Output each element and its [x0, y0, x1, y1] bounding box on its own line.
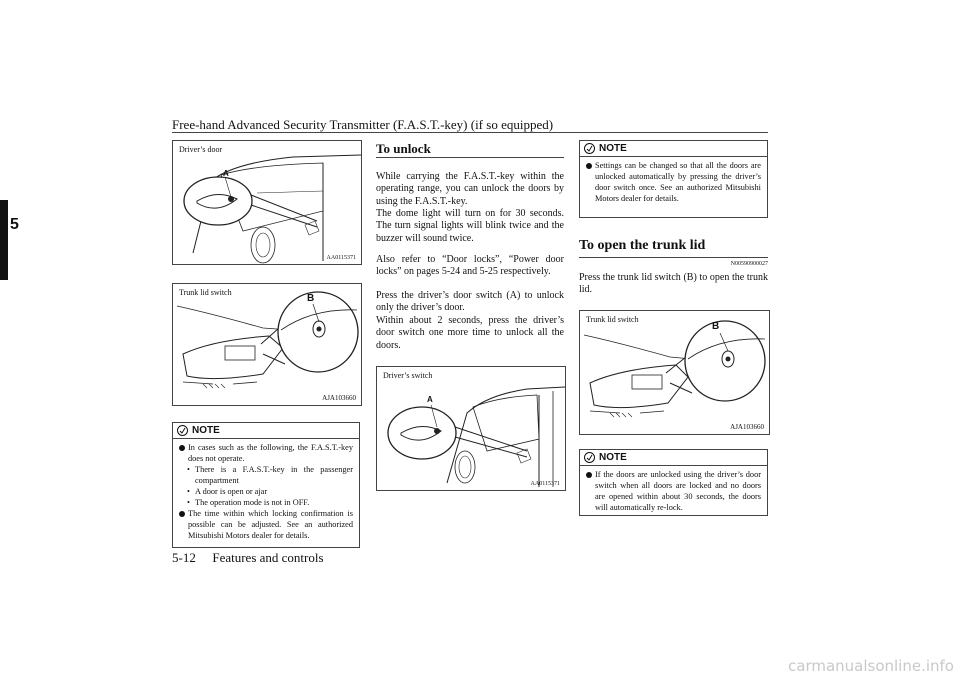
figure-code: AA0115371 [530, 481, 560, 487]
note-subitem: • There is a F.A.S.T.-key in the passenger compartment [187, 465, 353, 485]
note-header [173, 423, 359, 439]
note-heading: NOTE [599, 452, 627, 463]
figure-label: Trunk lid switch [179, 288, 232, 297]
note-box-left [172, 422, 360, 548]
section-rule [579, 257, 768, 258]
chapter-number: 5 [10, 216, 19, 233]
section-code: N00590900027 [730, 261, 768, 267]
trunk-lid-illustration [173, 284, 361, 405]
note-bullet: Settings can be changed so that all the doors are unlocked automatically by pressing the driver’s door switch once. See an authorized Mitsubishi Motors dealer for details. [586, 160, 761, 204]
note-box-right-bottom [579, 449, 768, 516]
page-header-title: Free-hand Advanced Security Transmitter (F.A.S.T.-key) (if so equipped) [172, 117, 554, 132]
note-bullet: The time within which locking confirmation is possible can be adjusted. See an authorized Mitsubishi Motors dealer for details. [179, 508, 353, 541]
figure-label: Driver’s switch [383, 371, 433, 380]
section-heading-to-unlock: To unlock [376, 141, 431, 156]
figure-code: AJA103660 [322, 394, 356, 402]
page-number: 5-12 [172, 550, 196, 565]
note-header [580, 450, 767, 466]
figure-drivers-door [172, 140, 362, 265]
note-heading: NOTE [192, 425, 220, 436]
note-box-right-top [579, 140, 768, 218]
note-icon [584, 452, 595, 463]
watermark: carmanualsonline.info [788, 657, 954, 675]
note-header [580, 141, 767, 157]
figure-trunk-lid-switch [172, 283, 362, 406]
note-body [173, 439, 359, 545]
paragraph: Press the driver’s door switch (A) to unlock only the driver’s door. [376, 290, 564, 314]
note-bullet: If the doors are unlocked using the driver’s door switch when all doors are locked and no doors are opened within about 30 seconds, the doors will automatically re-lock. [586, 469, 761, 513]
trunk-lid-illustration [580, 311, 769, 434]
paragraph: Within about 2 seconds, press the driver’s door switch one more time to unlock all the doors. [376, 315, 564, 351]
note-subitem: • The operation mode is not in OFF. [187, 498, 310, 507]
note-icon [584, 143, 595, 154]
section-rule [376, 157, 564, 158]
figure-label: Trunk lid switch [586, 315, 639, 324]
paragraph: Also refer to “Door locks”, “Power door locks” on pages 5-24 and 5-25 respectively. [376, 254, 564, 278]
callout-b: B [307, 293, 315, 304]
figure-trunk-lid-switch-right [579, 310, 770, 435]
section-heading-open-trunk-lid: To open the trunk lid [579, 238, 706, 253]
note-body [580, 466, 767, 517]
note-heading: NOTE [599, 143, 627, 154]
callout-a: A [427, 395, 433, 404]
drivers-door-illustration [173, 141, 361, 264]
footer-section: Features and controls [212, 550, 324, 565]
figure-code: AJA103660 [730, 423, 764, 431]
paragraph: While carrying the F.A.S.T.-key within the operating range, you can unlock the doors by using the F.A.S.T.-key. [376, 171, 564, 207]
chapter-tab [0, 200, 8, 280]
figure-code: AA0115371 [326, 255, 356, 261]
figure-label: Driver’s door [179, 145, 223, 154]
callout-b: B [712, 321, 720, 332]
paragraph: The dome light will turn on for 30 seconds. The turn signal lights will blink twice and the buzzer will sound twice. [376, 208, 564, 244]
page-footer [172, 550, 324, 566]
note-icon [177, 425, 188, 436]
figure-drivers-switch [376, 366, 566, 491]
note-bullet: In cases such as the following, the F.A.S.T.-key does not operate. [179, 442, 353, 464]
paragraph: Press the trunk lid switch (B) to open the trunk lid. [579, 272, 768, 296]
note-subitem: • A door is open or ajar [187, 487, 268, 496]
header-rule [172, 132, 768, 133]
note-body [580, 157, 767, 208]
callout-a: A [223, 169, 229, 178]
drivers-switch-illustration [377, 367, 565, 490]
